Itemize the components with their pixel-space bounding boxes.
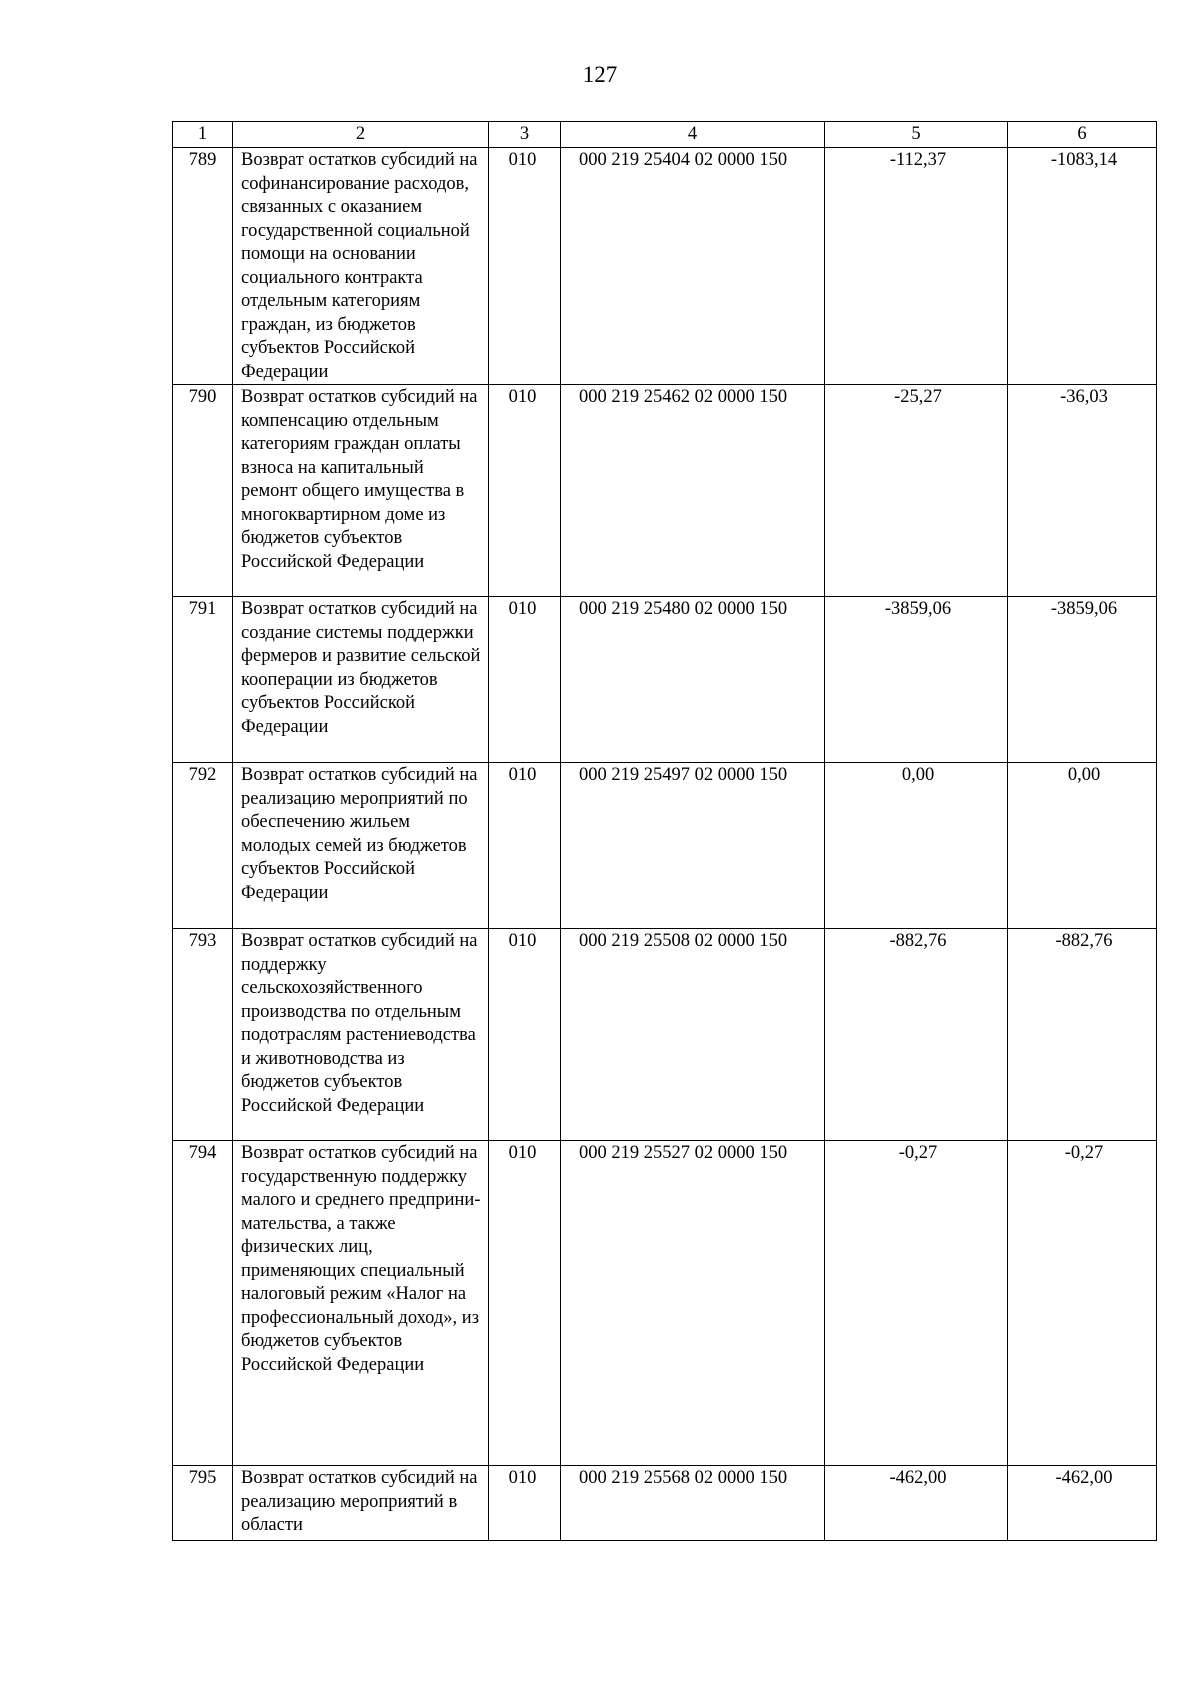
row-number: 793 — [173, 929, 233, 1141]
table-row — [173, 763, 1157, 929]
table-row — [173, 597, 1157, 763]
row-name: Возврат остатков субсидий на софинансирование расходов, связанных с оказанием государственной социальной помощи на основании социального контракта отдельным категориям граждан, из бюджетов субъектов Российской Федерации — [233, 148, 489, 385]
column-header-4: 4 — [561, 122, 825, 148]
column-header-3: 3 — [489, 122, 561, 148]
budget-table — [172, 121, 1157, 1541]
row-budget-code: 000 219 25508 02 0000 150 — [561, 929, 825, 1141]
row-number: 794 — [173, 1141, 233, 1466]
row-number: 789 — [173, 148, 233, 385]
row-admin-code: 010 — [489, 763, 561, 929]
row-name: Возврат остатков субсидий на поддержку сельскохозяйственного производства по отдельным подотраслям растениеводства и животноводства из бюджетов субъектов Российской Федерации — [233, 929, 489, 1141]
table-row — [173, 385, 1157, 597]
row-value-5: 0,00 — [825, 763, 1008, 929]
row-value-5: -25,27 — [825, 385, 1008, 597]
row-number: 795 — [173, 1466, 233, 1541]
row-number: 790 — [173, 385, 233, 597]
row-admin-code: 010 — [489, 385, 561, 597]
row-admin-code: 010 — [489, 597, 561, 763]
table-row — [173, 1466, 1157, 1541]
row-budget-code: 000 219 25568 02 0000 150 — [561, 1466, 825, 1541]
row-value-5: -882,76 — [825, 929, 1008, 1141]
row-value-5: -112,37 — [825, 148, 1008, 385]
row-value-5: -3859,06 — [825, 597, 1008, 763]
row-admin-code: 010 — [489, 929, 561, 1141]
row-value-6: -0,27 — [1008, 1141, 1157, 1466]
row-name: Возврат остатков субсидий на компенсацию отдельным категориям граждан оплаты взноса на капитальный ремонт общего имущества в многоквартирном доме из бюджетов субъектов Российской Федерации — [233, 385, 489, 597]
page-number: 127 — [582, 62, 618, 87]
row-budget-code: 000 219 25527 02 0000 150 — [561, 1141, 825, 1466]
row-admin-code: 010 — [489, 1466, 561, 1541]
row-value-6: 0,00 — [1008, 763, 1157, 929]
row-budget-code: 000 219 25462 02 0000 150 — [561, 385, 825, 597]
row-name: Возврат остатков субсидий на реализацию мероприятий по обеспечению жильем молодых семей из бюджетов субъектов Российской Федерации — [233, 763, 489, 929]
row-value-5: -0,27 — [825, 1141, 1008, 1466]
column-header-6: 6 — [1008, 122, 1157, 148]
row-value-6: -462,00 — [1008, 1466, 1157, 1541]
row-admin-code: 010 — [489, 148, 561, 385]
row-budget-code: 000 219 25497 02 0000 150 — [561, 763, 825, 929]
row-value-6: -3859,06 — [1008, 597, 1157, 763]
row-value-5: -462,00 — [825, 1466, 1008, 1541]
row-value-6: -1083,14 — [1008, 148, 1157, 385]
row-number: 791 — [173, 597, 233, 763]
column-header-1: 1 — [173, 122, 233, 148]
row-value-6: -882,76 — [1008, 929, 1157, 1141]
row-value-6: -36,03 — [1008, 385, 1157, 597]
table-row — [173, 148, 1157, 385]
column-header-2: 2 — [233, 122, 489, 148]
row-name: Возврат остатков субсидий на государственную поддержку малого и среднего предприни-мательства, а также физических лиц, применяющих специальный налоговый режим «Налог на профессиональный доход», из бюджетов субъектов Российской Федерации — [233, 1141, 489, 1466]
table-row — [173, 1141, 1157, 1466]
table-row — [173, 929, 1157, 1141]
table-header-row — [173, 122, 1157, 148]
row-budget-code: 000 219 25480 02 0000 150 — [561, 597, 825, 763]
row-budget-code: 000 219 25404 02 0000 150 — [561, 148, 825, 385]
row-name: Возврат остатков субсидий на реализацию мероприятий в области — [233, 1466, 489, 1541]
row-number: 792 — [173, 763, 233, 929]
column-header-5: 5 — [825, 122, 1008, 148]
row-admin-code: 010 — [489, 1141, 561, 1466]
row-name: Возврат остатков субсидий на создание системы поддержки фермеров и развитие сельской кооперации из бюджетов субъектов Российской Федерации — [233, 597, 489, 763]
